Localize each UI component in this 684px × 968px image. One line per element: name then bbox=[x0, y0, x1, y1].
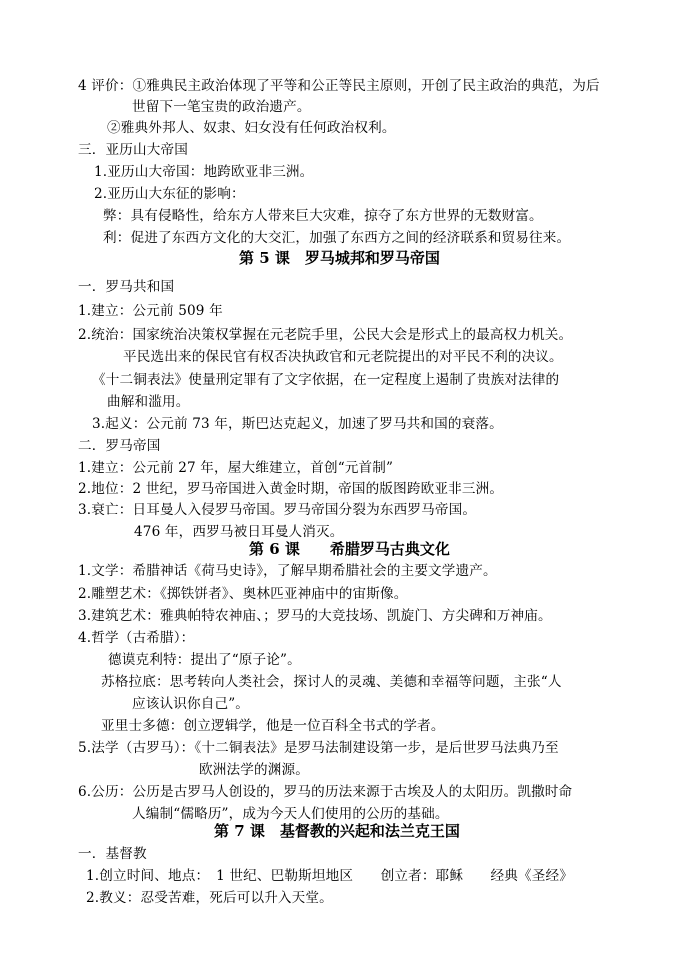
alexander-benefit: 利：促进了东西方文化的大交汇，加强了东西方之间的经济联系和贸易往来。 bbox=[103, 230, 571, 246]
alexander-item-2: 2.亚历山大东征的影响： bbox=[94, 186, 245, 202]
republic-item-2-cont-3: 曲解和滥用。 bbox=[107, 394, 190, 410]
culture-item-2: 2.雕塑艺术：《掷铁饼者》、奥林匹亚神庙中的宙斯像。 bbox=[78, 586, 408, 602]
philosopher-democritus: 德谟克利特：提出了“原子论”。 bbox=[108, 652, 301, 668]
roman-republic-title: 一．罗马共和国 bbox=[78, 279, 175, 295]
roman-empire-title: 二．罗马帝国 bbox=[78, 438, 161, 454]
culture-item-6: 6.公历：公历是古罗马人创设的，罗马的历法来源于古埃及人的太阳历。凯撒时命 bbox=[78, 784, 573, 800]
evaluation-line-2: 世留下一笔宝贵的政治遗产。 bbox=[132, 99, 311, 115]
republic-item-2-cont-1: 平民选出来的保民官有权否决执政官和元老院提出的对平民不利的决议。 bbox=[123, 349, 563, 365]
evaluation-line-1: 4 评价：①雅典民主政治体现了平等和公正等民主原则，开创了民主政治的典范，为后 bbox=[78, 78, 600, 94]
christianity-item-2: 2.教义：忍受苦难，死后可以升入天堂。 bbox=[86, 890, 333, 906]
republic-item-2-cont-2: 《十二铜表法》使量刑定罪有了文字依据，在一定程度上遏制了贵族对法律的 bbox=[92, 372, 560, 388]
lesson-5-heading: 第 5 课 罗马城邦和罗马帝国 bbox=[239, 249, 440, 267]
empire-item-2: 2.地位：2 世纪，罗马帝国进入黄金时期，帝国的版图跨欧亚非三洲。 bbox=[78, 481, 504, 497]
culture-item-4: 4.哲学（古希腊）： bbox=[78, 630, 195, 646]
republic-item-3: 3.起义：公元前 73 年，斯巴达克起义，加速了罗马共和国的衰落。 bbox=[92, 416, 503, 432]
lesson-6-heading: 第 6 课 希腊罗马古典文化 bbox=[249, 540, 450, 558]
alexander-section-title: 三．亚历山大帝国 bbox=[78, 142, 188, 158]
lesson-7-heading: 第 7 课 基督教的兴起和法兰克王国 bbox=[214, 822, 460, 840]
empire-item-3-cont: 476 年，西罗马被日耳曼人消灭。 bbox=[134, 524, 344, 540]
philosopher-socrates: 苏格拉底：思考转向人类社会，探讨人的灵魂、美德和幸福等问题，主张“人 bbox=[101, 674, 562, 690]
culture-item-1: 1.文学：希腊神话《荷马史诗》，了解早期希腊社会的主要文学遗产。 bbox=[78, 563, 497, 579]
christianity-item-1: 1.创立时间、地点： 1 世纪、巴勒斯坦地区 创立者：耶稣 经典《圣经》 bbox=[86, 868, 574, 884]
empire-item-1: 1.建立：公元前 27 年，屋大维建立，首创“元首制” bbox=[78, 460, 394, 476]
alexander-item-1: 1.亚历山大帝国：地跨欧亚非三洲。 bbox=[94, 164, 314, 180]
culture-item-5-cont: 欧洲法学的渊源。 bbox=[199, 762, 309, 778]
culture-item-6-cont: 人编制“儒略历”，成为今天人们使用的公历的基础。 bbox=[132, 806, 449, 822]
evaluation-line-3: ②雅典外邦人、奴隶、妇女没有任何政治权利。 bbox=[107, 120, 396, 136]
culture-item-3: 3.建筑艺术：雅典帕特农神庙、；罗马的大竞技场、凯旋门、方尖碑和万神庙。 bbox=[78, 608, 552, 624]
empire-item-3: 3.衰亡：日耳曼人入侵罗马帝国。罗马帝国分裂为东西罗马帝国。 bbox=[78, 502, 477, 518]
culture-item-5: 5.法学（古罗马）：《十二铜表法》是罗马法制建设第一步，是后世罗马法典乃至 bbox=[78, 740, 559, 756]
philosopher-aristotle: 亚里士多德：创立逻辑学，他是一位百科全书式的学者。 bbox=[101, 718, 445, 734]
republic-item-2: 2.统治：国家统治决策权掌握在元老院手里，公民大会是形式上的最高权力机关。 bbox=[78, 327, 573, 343]
philosopher-socrates-cont: 应该认识你自己”。 bbox=[132, 696, 250, 712]
alexander-harm: 弊：具有侵略性，给东方人带来巨大灾难，掠夺了东方世界的无数财富。 bbox=[103, 208, 543, 224]
christianity-title: 一．基督教 bbox=[78, 846, 147, 862]
republic-item-1: 1.建立：公元前 509 年 bbox=[78, 303, 223, 319]
